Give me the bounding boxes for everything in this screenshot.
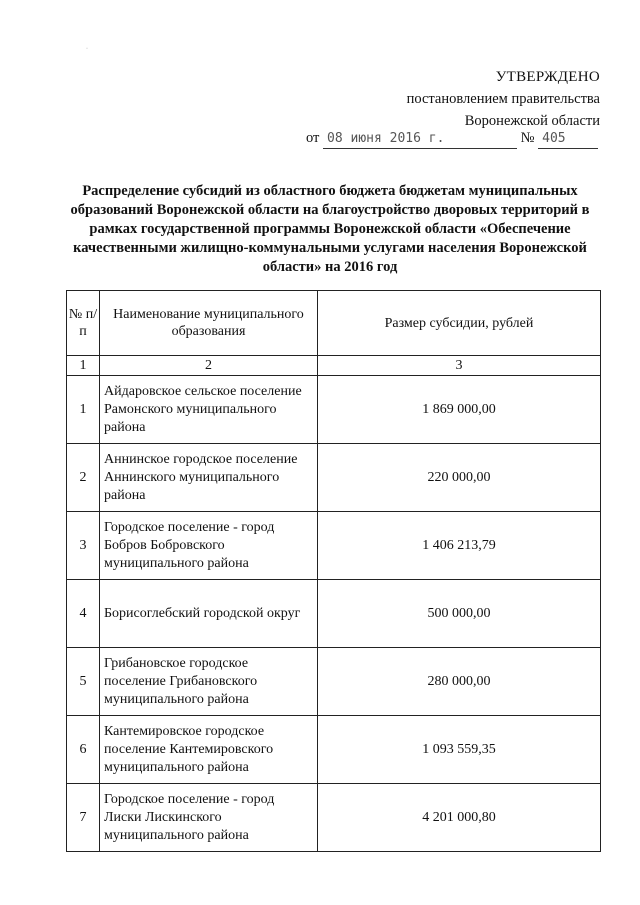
subsidy-amount: 280 000,00 [318, 648, 601, 716]
table-row [67, 512, 601, 580]
subsidy-amount: 4 201 000,80 [318, 784, 601, 852]
table-row [67, 648, 601, 716]
number-value: 405 [538, 131, 598, 149]
municipality-name: Аннинское городское поселение Аннинского муниципального района [100, 444, 318, 512]
approval-line-1: постановлением правительства [406, 91, 600, 107]
row-number: 1 [67, 376, 100, 444]
subsidy-amount: 1 869 000,00 [318, 376, 601, 444]
row-number: 5 [67, 648, 100, 716]
approval-stamp [407, 66, 600, 132]
scan-mark: · [86, 46, 88, 52]
date-prefix: от [306, 130, 320, 146]
header-number: № п/п [67, 291, 100, 356]
row-number: 6 [67, 716, 100, 784]
subsidy-amount: 1 093 559,35 [318, 716, 601, 784]
table-row [67, 580, 601, 648]
table-row [67, 444, 601, 512]
header-name: Наименование муниципального образования [100, 291, 318, 356]
date-value: 08 июня 2016 г. [323, 131, 517, 149]
subsidies-table [66, 290, 601, 852]
municipality-name: Айдаровское сельское поселение Рамонского муниципального района [100, 376, 318, 444]
row-number: 7 [67, 784, 100, 852]
row-number: 2 [67, 444, 100, 512]
table-header-row [67, 291, 601, 356]
subsidy-amount: 220 000,00 [318, 444, 601, 512]
header-amount: Размер субсидии, рублей [318, 291, 601, 356]
municipality-name: Городское поселение - город Бобров Бобровского муниципального района [100, 512, 318, 580]
municipality-name: Борисоглебский городской округ [100, 580, 318, 648]
index-cell: 3 [318, 356, 601, 376]
municipality-name: Кантемировское городское поселение Кантемировского муниципального района [100, 716, 318, 784]
number-prefix: № [520, 130, 535, 146]
approval-line-2: Воронежской области [464, 113, 600, 129]
approval-date-line [306, 130, 598, 149]
subsidy-amount: 1 406 213,79 [318, 512, 601, 580]
index-cell: 2 [100, 356, 318, 376]
row-number: 4 [67, 580, 100, 648]
index-cell: 1 [67, 356, 100, 376]
row-number: 3 [67, 512, 100, 580]
subsidy-amount: 500 000,00 [318, 580, 601, 648]
municipality-name: Городское поселение - город Лиски Лискинского муниципального района [100, 784, 318, 852]
approval-title: УТВЕРЖДЕНО [495, 69, 600, 85]
table-row [67, 784, 601, 852]
table-index-row [67, 356, 601, 376]
document-heading: Распределение субсидий из областного бюджета бюджетам муниципальных образований Воронежской области на благоустройство дворовых территорий в рамках государственной программы Воронежской области «Обеспечение качественными жилищно-коммунальными услугами населения Воронежской области» на 2016 год [70, 183, 590, 275]
table-row [67, 376, 601, 444]
municipality-name: Грибановское городское поселение Грибановского муниципального района [100, 648, 318, 716]
table-row [67, 716, 601, 784]
